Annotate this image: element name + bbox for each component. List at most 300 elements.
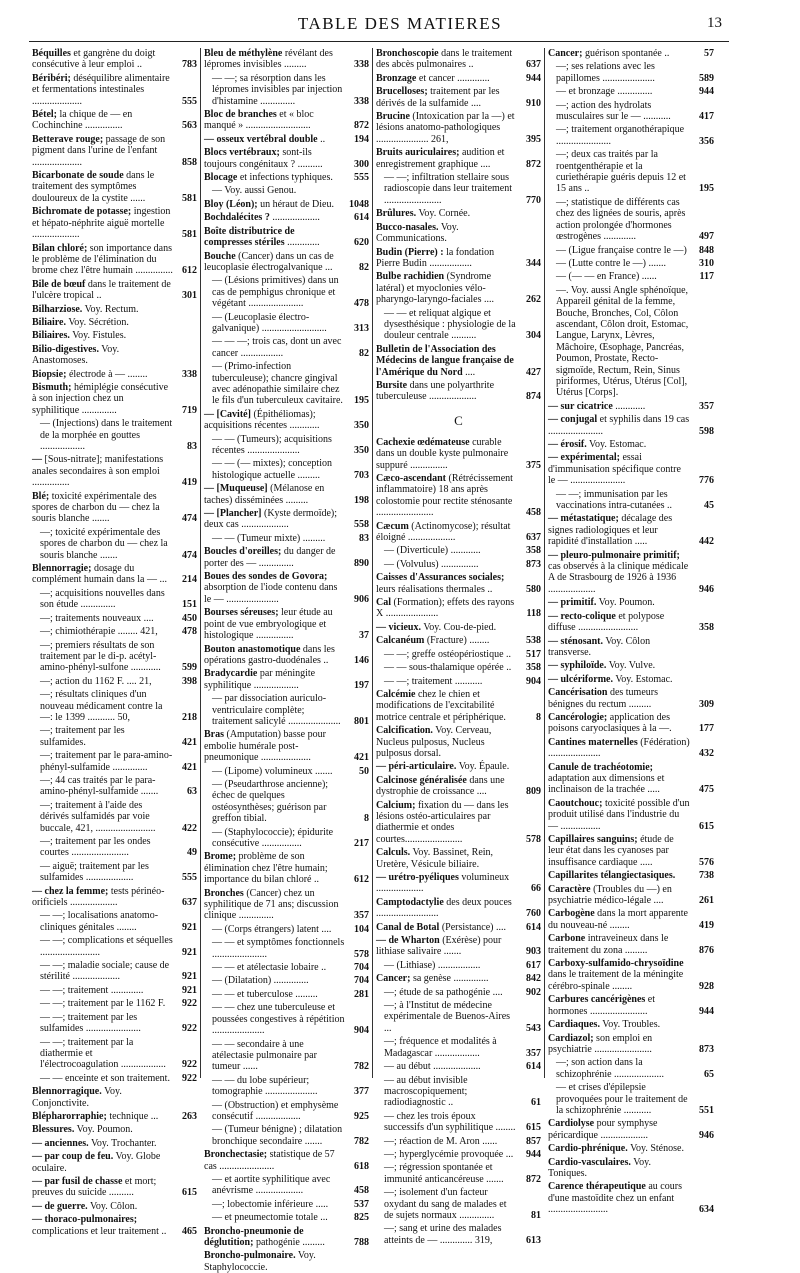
index-entry — [204, 607, 369, 641]
entry-description: dosage du complément humain dans la — ... — [32, 563, 167, 586]
entry-page: 66 — [531, 883, 541, 895]
entry-description: dans la mort apparente du nouveau-né ........ — [548, 908, 688, 931]
index-column-2 — [201, 48, 373, 1273]
entry-text — [376, 1075, 517, 1109]
entry-text — [204, 48, 345, 71]
entry-term: Cancérisation — [548, 687, 608, 699]
entry-page: 581 — [182, 229, 197, 241]
entry-description: —; traitement par les ondes courtes ....................... — [40, 836, 151, 859]
entry-term: Caractère — [548, 883, 591, 895]
entry-text — [548, 1057, 690, 1080]
entry-page: 478 — [182, 626, 197, 638]
entry-page: 261 — [699, 895, 714, 907]
entry-description: Voy. Globe oculaire. — [32, 1151, 161, 1174]
entry-description: — — secondaire à une atélectasie pulmonaire par tumeur ...... — [212, 1038, 317, 1073]
entry-page: 81 — [531, 1209, 541, 1221]
entry-page: 357 — [354, 910, 369, 922]
entry-description: —; chimiothérapie ........ 421, — [40, 626, 158, 638]
index-entry — [204, 851, 369, 885]
index-entry — [204, 48, 369, 71]
index-entry — [204, 508, 369, 531]
index-entry — [204, 1124, 369, 1147]
entry-term: Bilharziose. — [32, 303, 83, 315]
entry-text — [548, 513, 690, 547]
entry-page: 419 — [182, 477, 197, 489]
entry-page: 580 — [526, 583, 541, 595]
index-entry — [204, 1212, 369, 1223]
entry-page: 874 — [526, 391, 541, 403]
entry-description: (Formation); effets des rayons X ..................... — [376, 597, 515, 620]
index-entry — [32, 304, 197, 315]
entry-term: Calcanéum — [376, 635, 425, 647]
index-entry — [204, 924, 369, 935]
entry-term: Biliaires. — [32, 330, 70, 342]
index-entry — [376, 775, 541, 798]
entry-description: — (Ligue française contre le —) — [556, 244, 687, 256]
index-entry — [204, 1100, 369, 1123]
entry-page: 450 — [182, 612, 197, 624]
entry-text — [32, 800, 173, 834]
entry-page: 922 — [182, 998, 197, 1010]
entry-term: Caisses d'Assurances sociales; — [376, 572, 505, 584]
entry-page: 615 — [182, 1187, 197, 1199]
index-entry — [32, 279, 197, 302]
entry-description: guérison spontanée .. — [584, 48, 670, 59]
entry-text — [376, 1223, 517, 1246]
entry-description: — au début invisible macroscopiquement; radiodiagnostic .. — [384, 1074, 468, 1109]
entry-description: chez le chien et modifications de l'excitabilité motrice centrale et périphérique. — [376, 688, 506, 723]
index-entry — [376, 662, 541, 673]
entry-term: Brucine — [376, 111, 410, 123]
index-entry — [548, 597, 714, 608]
entry-term: — primitif. — [548, 597, 597, 609]
entry-text — [32, 73, 173, 107]
entry-term: Canule de trachéotomie; — [548, 761, 653, 773]
entry-text — [204, 1149, 345, 1172]
page-title: TABLE DES MATIERES — [297, 14, 503, 33]
entry-term: — par coup de feu. — [32, 1151, 114, 1163]
index-entry — [376, 872, 541, 895]
entry-page: 421 — [182, 761, 197, 773]
entry-page: 857 — [526, 1135, 541, 1147]
index-entry — [204, 693, 369, 727]
entry-page: 50 — [359, 765, 369, 777]
index-entry — [204, 1039, 369, 1073]
entry-page: 421 — [182, 736, 197, 748]
entry-text — [548, 439, 690, 450]
entry-page: 872 — [354, 120, 369, 132]
entry-page: 614 — [354, 212, 369, 224]
entry-term: Bloy (Léon); — [204, 198, 258, 210]
index-entry — [204, 185, 369, 196]
entry-text — [32, 279, 173, 302]
entry-text — [32, 418, 173, 452]
entry-term: Carence thérapeutique — [548, 1181, 646, 1193]
entry-text — [548, 124, 690, 147]
index-entry — [376, 897, 541, 920]
entry-description: et mort; preuves du suicide .......... — [32, 1175, 157, 1199]
entry-description: un héraut de Dieu. — [260, 198, 334, 210]
index-entry — [32, 1086, 197, 1109]
entry-description: (Rétrécissement inflammatoire) 18 ans après colostomie pour rectite sténosante ....................... — [376, 473, 513, 519]
entry-description: — —; complications et séquelles ........................ — [40, 935, 173, 958]
entry-term: Blocs vertébraux; — [204, 147, 280, 159]
index-entry — [376, 545, 541, 556]
index-entry — [32, 998, 197, 1009]
entry-text — [376, 649, 517, 660]
entry-page: 338 — [182, 368, 197, 380]
entry-text — [32, 563, 173, 586]
entry-description: dans une dystrophie de croissance .... — [376, 774, 505, 798]
index-entry — [204, 533, 369, 544]
entry-text — [204, 668, 345, 691]
entry-description: .... — [465, 366, 476, 378]
index-entry — [548, 271, 714, 282]
index-entry — [204, 409, 369, 432]
entry-term: Cardio-vasculaires. — [548, 1156, 631, 1168]
entry-term: Carboxy-sulfamido-chrysoïdine — [548, 958, 684, 970]
entry-text — [376, 1111, 517, 1134]
entry-page: 578 — [354, 948, 369, 960]
entry-description: Voy. Poumon. — [598, 597, 655, 609]
index-entry — [32, 418, 197, 452]
entry-term: Calcémie — [376, 688, 416, 700]
entry-text — [204, 109, 345, 132]
entry-page: 198 — [354, 494, 369, 506]
entry-page: 350 — [354, 420, 369, 432]
index-entry — [204, 888, 369, 922]
entry-text — [548, 489, 690, 512]
index-entry — [32, 725, 197, 748]
entry-page: 872 — [526, 1173, 541, 1185]
entry-page: 801 — [354, 715, 369, 727]
entry-text — [32, 689, 173, 723]
entry-description: — (Lipome) volumineux ....... — [212, 765, 333, 777]
entry-text — [32, 330, 173, 341]
index-entry — [32, 910, 197, 933]
entry-description: — —; greffe ostéopériostique .. — [384, 648, 512, 660]
header-rule — [29, 41, 729, 42]
entry-description: (Intoxication par la —) et lésions anatomo-pathologiques ..................... 261, — [376, 111, 515, 145]
entry-text — [204, 533, 345, 544]
entry-text — [376, 635, 517, 646]
entry-description: audition et enregistrement graphique .... — [376, 147, 505, 170]
entry-page: 497 — [699, 231, 714, 243]
entry-term: — expérimental; — [548, 452, 620, 464]
entry-term: Bile de bœuf — [32, 278, 86, 290]
entry-text — [204, 924, 345, 935]
entry-text — [32, 1138, 173, 1149]
entry-page: 944 — [526, 72, 541, 84]
entry-description: — — et atélectasie lobaire .. — [212, 962, 327, 974]
entry-description: (Persistance) .... — [441, 921, 506, 933]
index-entry — [32, 243, 197, 277]
entry-page: 842 — [526, 973, 541, 985]
entry-page: 788 — [354, 1237, 369, 1248]
index-entry — [204, 546, 369, 569]
entry-description: dans les opérations gastro-duodénales .. — [204, 643, 335, 666]
entry-description: .. — [320, 133, 326, 145]
entry-text — [376, 437, 517, 471]
entry-page: 704 — [354, 975, 369, 987]
entry-page: 475 — [699, 784, 714, 796]
entry-page: 304 — [526, 330, 541, 342]
index-entry — [32, 330, 197, 341]
entry-description: dans le traitement des abcès pulmonaires .. — [376, 48, 513, 71]
entry-text — [32, 206, 173, 240]
entry-page: 195 — [354, 395, 369, 407]
index-entry — [376, 987, 541, 998]
entry-term: Cantines maternelles — [548, 736, 638, 748]
index-entry — [548, 1057, 714, 1080]
entry-term: Budin (Pierre) : — [376, 246, 444, 258]
entry-page: 760 — [526, 908, 541, 920]
entry-text — [548, 149, 690, 195]
index-entry — [548, 884, 714, 907]
entry-description: Voy. Côlon. — [89, 1200, 138, 1212]
entry-page: 478 — [354, 298, 369, 310]
entry-text — [376, 521, 517, 544]
entry-page: 118 — [526, 608, 541, 620]
entry-description: Voy. Anastomoses. — [32, 343, 120, 367]
entry-page: 465 — [182, 1225, 197, 1237]
entry-description: —; traitement par le para-amino-phényl-sulfamide .............. — [40, 750, 173, 773]
entry-term: Carbone — [548, 933, 586, 945]
entry-page: 458 — [526, 507, 541, 519]
entry-term: Bismuth; — [32, 381, 72, 393]
entry-page: 458 — [354, 1185, 369, 1197]
entry-description: — (Tumeur bénigne) ; dilatation bronchique secondaire ....... — [212, 1124, 343, 1147]
entry-description: des tumeurs bénignes du rectum ......... — [548, 687, 658, 710]
entry-term: — urétro-pyéliques — [376, 872, 459, 883]
entry-term: Camptodactylie — [376, 896, 444, 908]
entry-term: — osseux vertébral double — [204, 133, 318, 145]
entry-term: — chez la femme; — [32, 885, 109, 897]
entry-description: — (Corps étrangers) latent .... — [212, 923, 332, 935]
entry-text — [548, 452, 690, 486]
index-entry — [548, 870, 714, 881]
entry-text — [376, 48, 517, 71]
entry-description: — —; traitement par les sulfamides ...................... — [40, 1011, 141, 1035]
index-entry — [548, 908, 714, 931]
entry-description: (Cancer) chez un syphilitique de 71 ans; discussion clinique .............. — [204, 887, 339, 922]
index-entry — [376, 521, 541, 544]
entry-text — [376, 960, 517, 971]
entry-page: 357 — [526, 1047, 541, 1059]
entry-page: 563 — [182, 120, 197, 132]
entry-page: 177 — [699, 723, 714, 735]
entry-text — [32, 1124, 173, 1135]
entry-description: —; deux cas traités par la roentgenthérapie et la curiethérapie guéris depuis 12 et 15 ans .. — [556, 149, 686, 195]
entry-term: Bronchectasie; — [204, 1149, 268, 1161]
index-entry — [32, 1176, 197, 1199]
entry-description: — (Lésions primitives) dans un cas de pemphigus chronique et végétant ...................... — [212, 275, 339, 310]
entry-description: — et crises d'épilepsie provoquées pour le traitement de la schizophrénie ........... — [556, 1082, 688, 1116]
index-entry — [204, 1199, 369, 1210]
index-entry — [204, 336, 369, 359]
entry-text — [32, 935, 173, 958]
entry-text — [548, 197, 690, 243]
entry-description: — — et reliquat algique et dysesthésique : physiologie de la douleur centrale .......... — [384, 307, 516, 342]
entry-page: 422 — [182, 822, 197, 834]
entry-page: 946 — [699, 1129, 714, 1141]
entry-description: —; à l'Institut de médecine expérimentale de Buenos-Aires ... — [384, 1000, 511, 1034]
index-entry — [376, 1223, 541, 1246]
entry-term: Caoutchouc; — [548, 797, 603, 809]
entry-text — [548, 1157, 690, 1180]
entry-text — [204, 975, 345, 986]
index-entry — [204, 571, 369, 605]
entry-text — [32, 1086, 173, 1109]
index-entry — [204, 827, 369, 850]
index-entry — [204, 779, 369, 825]
entry-term: Bouche — [204, 250, 236, 262]
entry-page: 825 — [354, 1212, 369, 1224]
entry-description: dans le traitement de la méningite cérébro-spinale ........ — [548, 969, 684, 992]
entry-description: Voy. Épaule. — [458, 761, 510, 773]
entry-page: 906 — [354, 593, 369, 605]
entry-page: 783 — [182, 59, 197, 71]
index-entry — [376, 380, 541, 403]
index-entry — [32, 369, 197, 380]
entry-term: Cæco-ascendant — [376, 473, 446, 484]
entry-term: Cancérologie; — [548, 711, 608, 723]
entry-page: 921 — [182, 971, 197, 983]
index-entry — [548, 1143, 714, 1154]
entry-text — [32, 48, 173, 71]
index-entry — [376, 973, 541, 984]
index-entry — [204, 147, 369, 170]
entry-text — [204, 147, 345, 170]
entry-page: 578 — [526, 833, 541, 845]
entry-text — [376, 897, 517, 920]
entry-page: 146 — [354, 654, 369, 666]
entry-description: —; son action dans la schizophrénie .................... — [556, 1057, 665, 1080]
index-entry — [32, 491, 197, 525]
entry-text — [32, 109, 173, 132]
entry-description: — — enceinte et son traitement. — [40, 1072, 170, 1084]
entry-description: Voy. Cerveau, Nucleus pulposus, Nucleus pulposus dorsal. — [376, 725, 492, 759]
entry-description: — (Pseudarthrose ancienne); échec de quelques ostéosynthèses; guérison par greffon tibial. — [212, 778, 329, 825]
entry-page: 338 — [354, 59, 369, 71]
entry-description: passage de son pigment dans l'urine de l'enfant .................... — [32, 133, 166, 168]
entry-page: 770 — [526, 194, 541, 206]
entry-term: Carbogène — [548, 908, 595, 920]
entry-description: la fondation Pierre Budin ................. — [376, 246, 495, 269]
entry-description: Voy. Sécrétion. — [68, 316, 129, 328]
index-entry — [376, 308, 541, 342]
entry-description: —. Voy. aussi Angle sphénoïque, Appareil génital de la femme, Bouche, Bronches, Col, Côlon ascendant, Côlon droit, Estomac, Langue, Larynx, Lèvres, Mâchoire, Œsophage, Pancréas, Poumon, Prostate, Recto-sigmoïde, Rectum, Rein, Sinus piriformes, Utérus, Utérus [Col], Utérus [Corps]. — [556, 284, 689, 399]
entry-term: — péri-articulaire. — [376, 761, 457, 773]
entry-description: — —; localisations anatomo-cliniques génitales ........ — [40, 910, 159, 933]
entry-page: 620 — [354, 237, 369, 249]
entry-text — [376, 111, 517, 145]
entry-description: (Troubles du —) en psychiatrie médico-légale .... — [548, 883, 672, 907]
entry-text — [548, 687, 690, 710]
entry-description: toxicité expérimentale des spores de charbon du — chez la souris blanche ....... — [32, 490, 160, 525]
entry-description: révélant des lépromes invisibles ......... — [204, 48, 333, 71]
entry-text — [204, 1100, 345, 1123]
entry-description: dans le traitement de l'ulcère tropical .. — [32, 278, 171, 302]
entry-description: — — chez une tuberculeuse et poussées congestives à répétition ..................... — [212, 1002, 345, 1037]
entry-text — [548, 834, 690, 868]
entry-term: Bras — [204, 729, 224, 741]
entry-description: — — —; trois cas, dont un avec cancer ................. — [212, 336, 342, 359]
index-entry — [32, 640, 197, 674]
entry-page: 421 — [354, 752, 369, 764]
entry-text — [548, 401, 690, 412]
index-entry — [376, 622, 541, 633]
index-entry — [548, 197, 714, 243]
entry-description: statistique de 57 cas ...................... — [204, 1149, 335, 1172]
entry-term: — pleuro-pulmonaire primitif; — [548, 549, 680, 561]
entry-text — [548, 48, 690, 59]
entry-page: 615 — [526, 1122, 541, 1134]
index-entry — [376, 922, 541, 933]
entry-text — [32, 243, 173, 277]
entry-page: 543 — [526, 1022, 541, 1034]
entry-description: Voy. Sténose. — [630, 1143, 684, 1155]
index-entry — [204, 458, 369, 481]
index-entry — [548, 712, 714, 735]
entry-description: —; acquisitions nouvelles dans son étude .............. — [40, 587, 165, 611]
entry-term: Calcium; — [376, 799, 416, 811]
entry-description: ............. — [287, 237, 320, 249]
entry-page: 195 — [699, 183, 714, 195]
entry-description: et infections typhiques. — [239, 172, 333, 184]
index-entry — [204, 434, 369, 457]
entry-page: 904 — [526, 675, 541, 687]
entry-term: Bruits auriculaires; — [376, 147, 460, 159]
entry-text — [32, 886, 173, 909]
entry-text — [32, 861, 173, 884]
entry-term: Bradycardie — [204, 668, 258, 680]
entry-text — [376, 473, 517, 519]
entry-text — [204, 275, 345, 309]
entry-text — [204, 212, 345, 223]
entry-description: Voy. Fistules. — [72, 330, 127, 342]
entry-description: sa genèse .............. — [412, 973, 489, 985]
index-entry — [548, 660, 714, 671]
entry-page: 873 — [699, 1043, 714, 1055]
entry-text — [32, 491, 173, 525]
entry-description: — (Obstruction) et emphysème consécutif .................. — [212, 1099, 339, 1122]
entry-page: 921 — [182, 946, 197, 958]
entry-text — [548, 636, 690, 659]
entry-text — [376, 147, 517, 170]
entry-description: Voy. Estomac. — [615, 673, 673, 685]
entry-description: —; régression spontanée et immunité anticancéreuse ....... — [384, 1162, 504, 1185]
index-entry — [376, 1036, 541, 1059]
index-entry — [32, 886, 197, 909]
entry-text — [32, 304, 173, 315]
entry-page: 217 — [354, 838, 369, 849]
entry-text — [548, 285, 690, 399]
entry-term: Cardiaques. — [548, 1019, 600, 1031]
index-entry — [376, 1136, 541, 1147]
entry-description: Voy. Trochanter. — [91, 1137, 157, 1149]
entry-text — [548, 660, 690, 671]
entry-text — [32, 1037, 173, 1071]
entry-page: 613 — [526, 1234, 541, 1246]
entry-description: électrode à — ........ — [68, 368, 148, 380]
entry-text — [548, 737, 690, 760]
entry-text — [376, 73, 517, 84]
entry-term: Bilio-digestives. — [32, 343, 99, 355]
entry-text — [204, 851, 345, 885]
entry-description: — —; immunisation par les vaccinations intra-cutanées .. — [556, 488, 673, 512]
entry-page: 375 — [526, 459, 541, 471]
